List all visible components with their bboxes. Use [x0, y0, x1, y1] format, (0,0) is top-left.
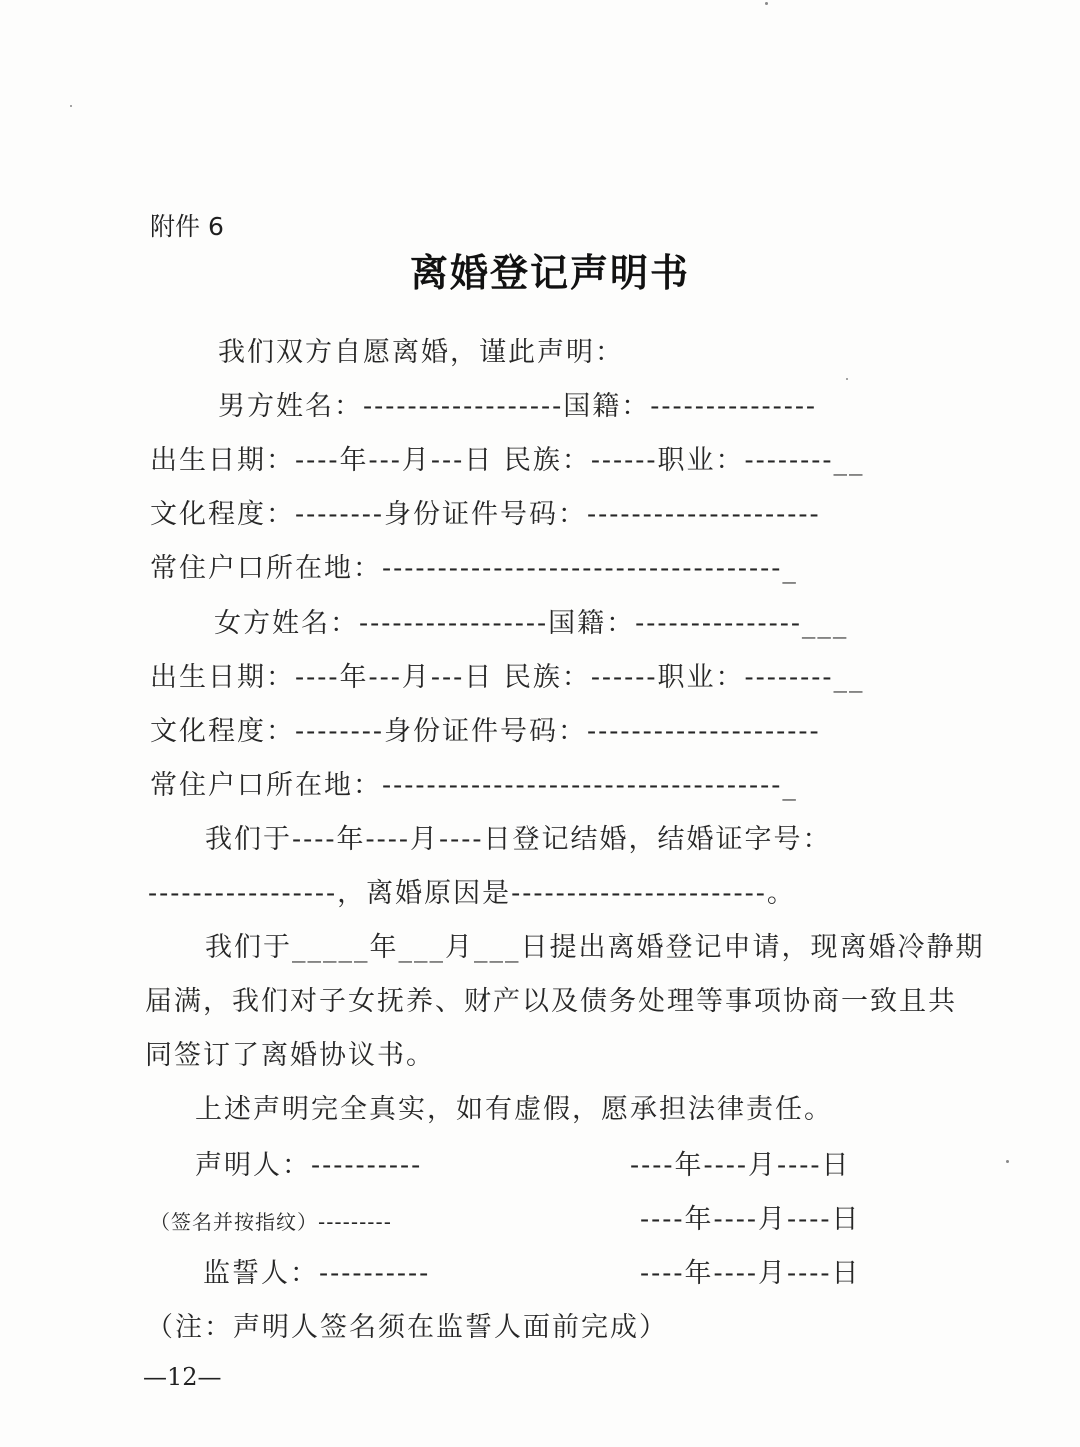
female-name-line: 女方姓名：-----------------国籍：---------------___: [214, 608, 849, 639]
scan-speck: [765, 2, 768, 5]
male-residence-line: 常住户口所在地：------------------------------------_: [150, 553, 798, 584]
witness-label: 监誓人：----------: [203, 1258, 431, 1289]
male-education-line: 文化程度：--------身份证件号码：---------------------: [150, 499, 821, 530]
agreement-line: 届满，我们对子女抚养、财产以及债务处理等事项协商一致且共: [145, 986, 957, 1017]
scan-speck: [70, 105, 72, 107]
declaration-intro: 我们双方自愿离婚，谨此声明：: [218, 337, 624, 368]
female-education-line: 文化程度：--------身份证件号码：---------------------: [150, 716, 821, 747]
female-birth-line: 出生日期：----年---月---日 民族：------职业：--------__: [150, 662, 865, 693]
agreement-line-end: 同签订了离婚协议书。: [145, 1040, 435, 1071]
application-line: 我们于_____年___月___日提出离婚登记申请，现离婚冷静期: [205, 932, 985, 963]
female-residence-line: 常住户口所在地：------------------------------------_: [150, 770, 798, 801]
declarant-label: 声明人：----------: [195, 1150, 423, 1181]
document-title: 离婚登记声明书: [409, 250, 690, 295]
truth-statement: 上述声明完全真实，如有虚假，愿承担法律责任。: [195, 1094, 833, 1125]
divorce-reason-line: -----------------，离婚原因是-----------------------。: [148, 878, 796, 909]
declarant-date: ----年----月----日: [630, 1150, 851, 1181]
male-birth-line: 出生日期：----年---月---日 民族：------职业：--------__: [150, 445, 865, 476]
male-name-line: 男方姓名：------------------国籍：---------------: [218, 391, 818, 422]
scan-speck: [1006, 1160, 1009, 1163]
fingerprint-label: （签名并按指纹）---------: [150, 1210, 392, 1234]
page-number: —12—: [143, 1363, 222, 1391]
fingerprint-date: ----年----月----日: [640, 1204, 861, 1235]
marriage-date-line: 我们于----年----月----日登记结婚，结婚证字号：: [205, 824, 832, 855]
attachment-label: 附件 6: [150, 212, 224, 241]
scan-speck: [846, 378, 848, 380]
signature-note: （注：声明人签名须在监誓人面前完成）: [146, 1312, 668, 1343]
witness-date: ----年----月----日: [640, 1258, 861, 1289]
